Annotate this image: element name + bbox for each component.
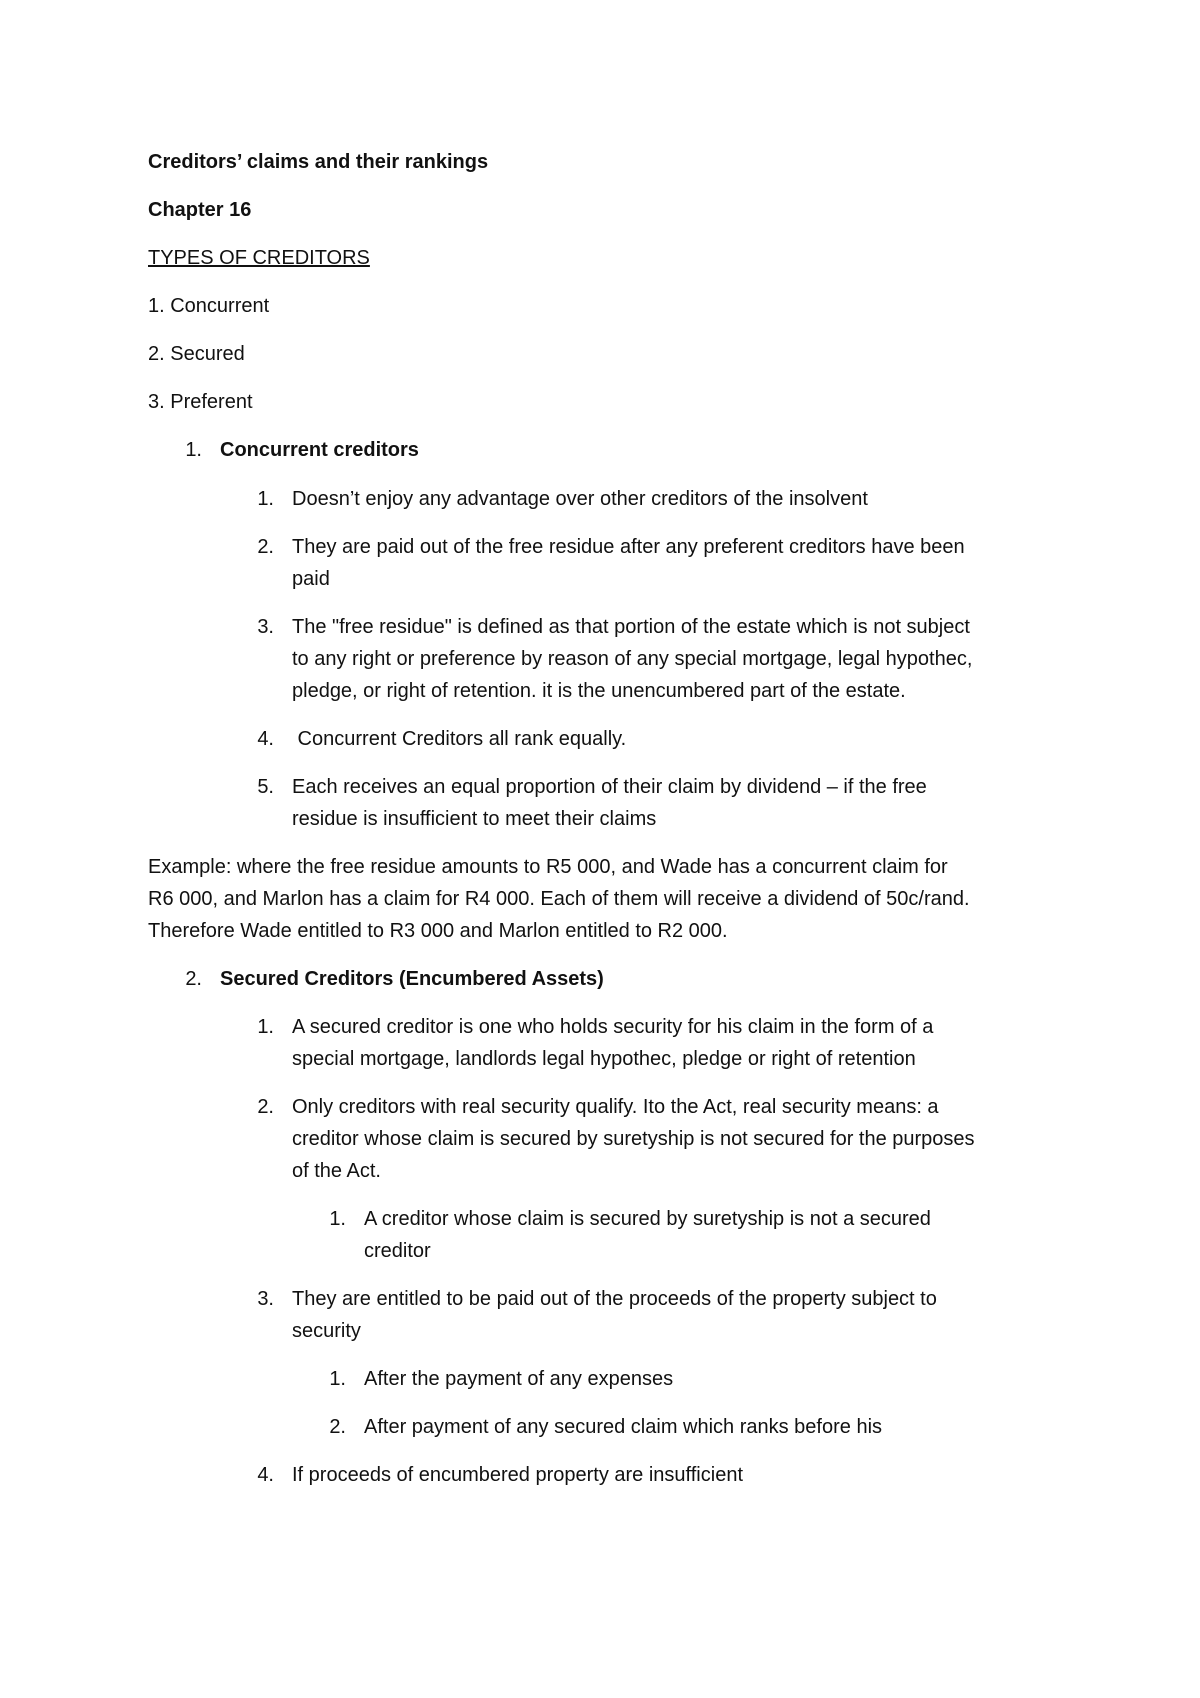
type-item-preferent: 3. Preferent <box>148 391 253 413</box>
list-item-text: residue is insufficient to meet their claims <box>292 808 657 830</box>
sub-list-item-text: After the payment of any expenses <box>364 1368 674 1390</box>
list-item-text: paid <box>292 568 330 590</box>
types-heading: TYPES OF CREDITORS <box>148 247 370 269</box>
list-item-number: 1. <box>257 1016 274 1038</box>
example-text: Therefore Wade entitled to R3 000 and Marlon entitled to R2 000. <box>148 920 728 942</box>
list-item-text: Each receives an equal proportion of their claim by dividend – if the free <box>292 776 927 798</box>
example-text: Example: where the free residue amounts to R5 000, and Wade has a concurrent claim for <box>148 856 948 878</box>
sub-list-item-text: creditor <box>364 1240 431 1262</box>
list-item-number: 4. <box>257 728 274 750</box>
document-title: Creditors’ claims and their rankings <box>148 151 489 173</box>
type-item-concurrent: 1. Concurrent <box>148 295 270 317</box>
list-item-text: They are paid out of the free residue after any preferent creditors have been <box>292 536 965 558</box>
sub-list-item-text: A creditor whose claim is secured by suretyship is not a secured <box>364 1208 931 1230</box>
section2-heading: Secured Creditors (Encumbered Assets) <box>220 968 604 990</box>
list-item-text: to any right or preference by reason of any special mortgage, legal hypothec, <box>292 648 973 670</box>
list-item-number: 3. <box>257 616 274 638</box>
sub-list-item-number: 1. <box>329 1368 346 1390</box>
list-item-text: special mortgage, landlords legal hypothec, pledge or right of retention <box>292 1048 916 1070</box>
list-item-text: pledge, or right of retention. it is the unencumbered part of the estate. <box>292 680 906 702</box>
type-item-secured: 2. Secured <box>148 343 245 365</box>
list-item-number: 1. <box>257 488 274 510</box>
list-item-text: If proceeds of encumbered property are insufficient <box>292 1464 743 1486</box>
list-item-number: 5. <box>257 776 274 798</box>
list-item-text: The "free residue" is defined as that portion of the estate which is not subject <box>292 616 970 638</box>
list-item-number: 3. <box>257 1288 274 1310</box>
sub-list-item-number: 1. <box>329 1208 346 1230</box>
list-item-text: Concurrent Creditors all rank equally. <box>292 728 627 750</box>
list-item-number: 2. <box>257 1096 274 1118</box>
sub-list-item-number: 2. <box>329 1416 346 1438</box>
list-item-text: security <box>292 1320 361 1342</box>
list-item-text: A secured creditor is one who holds security for his claim in the form of a <box>292 1016 934 1038</box>
list-item-text: of the Act. <box>292 1160 381 1182</box>
example-text: R6 000, and Marlon has a claim for R4 000. Each of them will receive a dividend of 50c/rand. <box>148 888 970 910</box>
list-item-number: 2. <box>257 536 274 558</box>
section1-number: 1. <box>185 439 202 461</box>
list-item-text: They are entitled to be paid out of the proceeds of the property subject to <box>292 1288 937 1310</box>
chapter-heading: Chapter 16 <box>148 199 252 221</box>
sub-list-item-text: After payment of any secured claim which ranks before his <box>364 1416 883 1438</box>
list-item-text: creditor whose claim is secured by suretyship is not secured for the purposes <box>292 1128 975 1150</box>
list-item-number: 4. <box>257 1464 274 1486</box>
section1-heading: Concurrent creditors <box>220 439 419 461</box>
section2-number: 2. <box>185 968 202 990</box>
list-item-text: Doesn’t enjoy any advantage over other creditors of the insolvent <box>292 488 868 510</box>
list-item-text: Only creditors with real security qualify. Ito the Act, real security means: a <box>292 1096 939 1118</box>
